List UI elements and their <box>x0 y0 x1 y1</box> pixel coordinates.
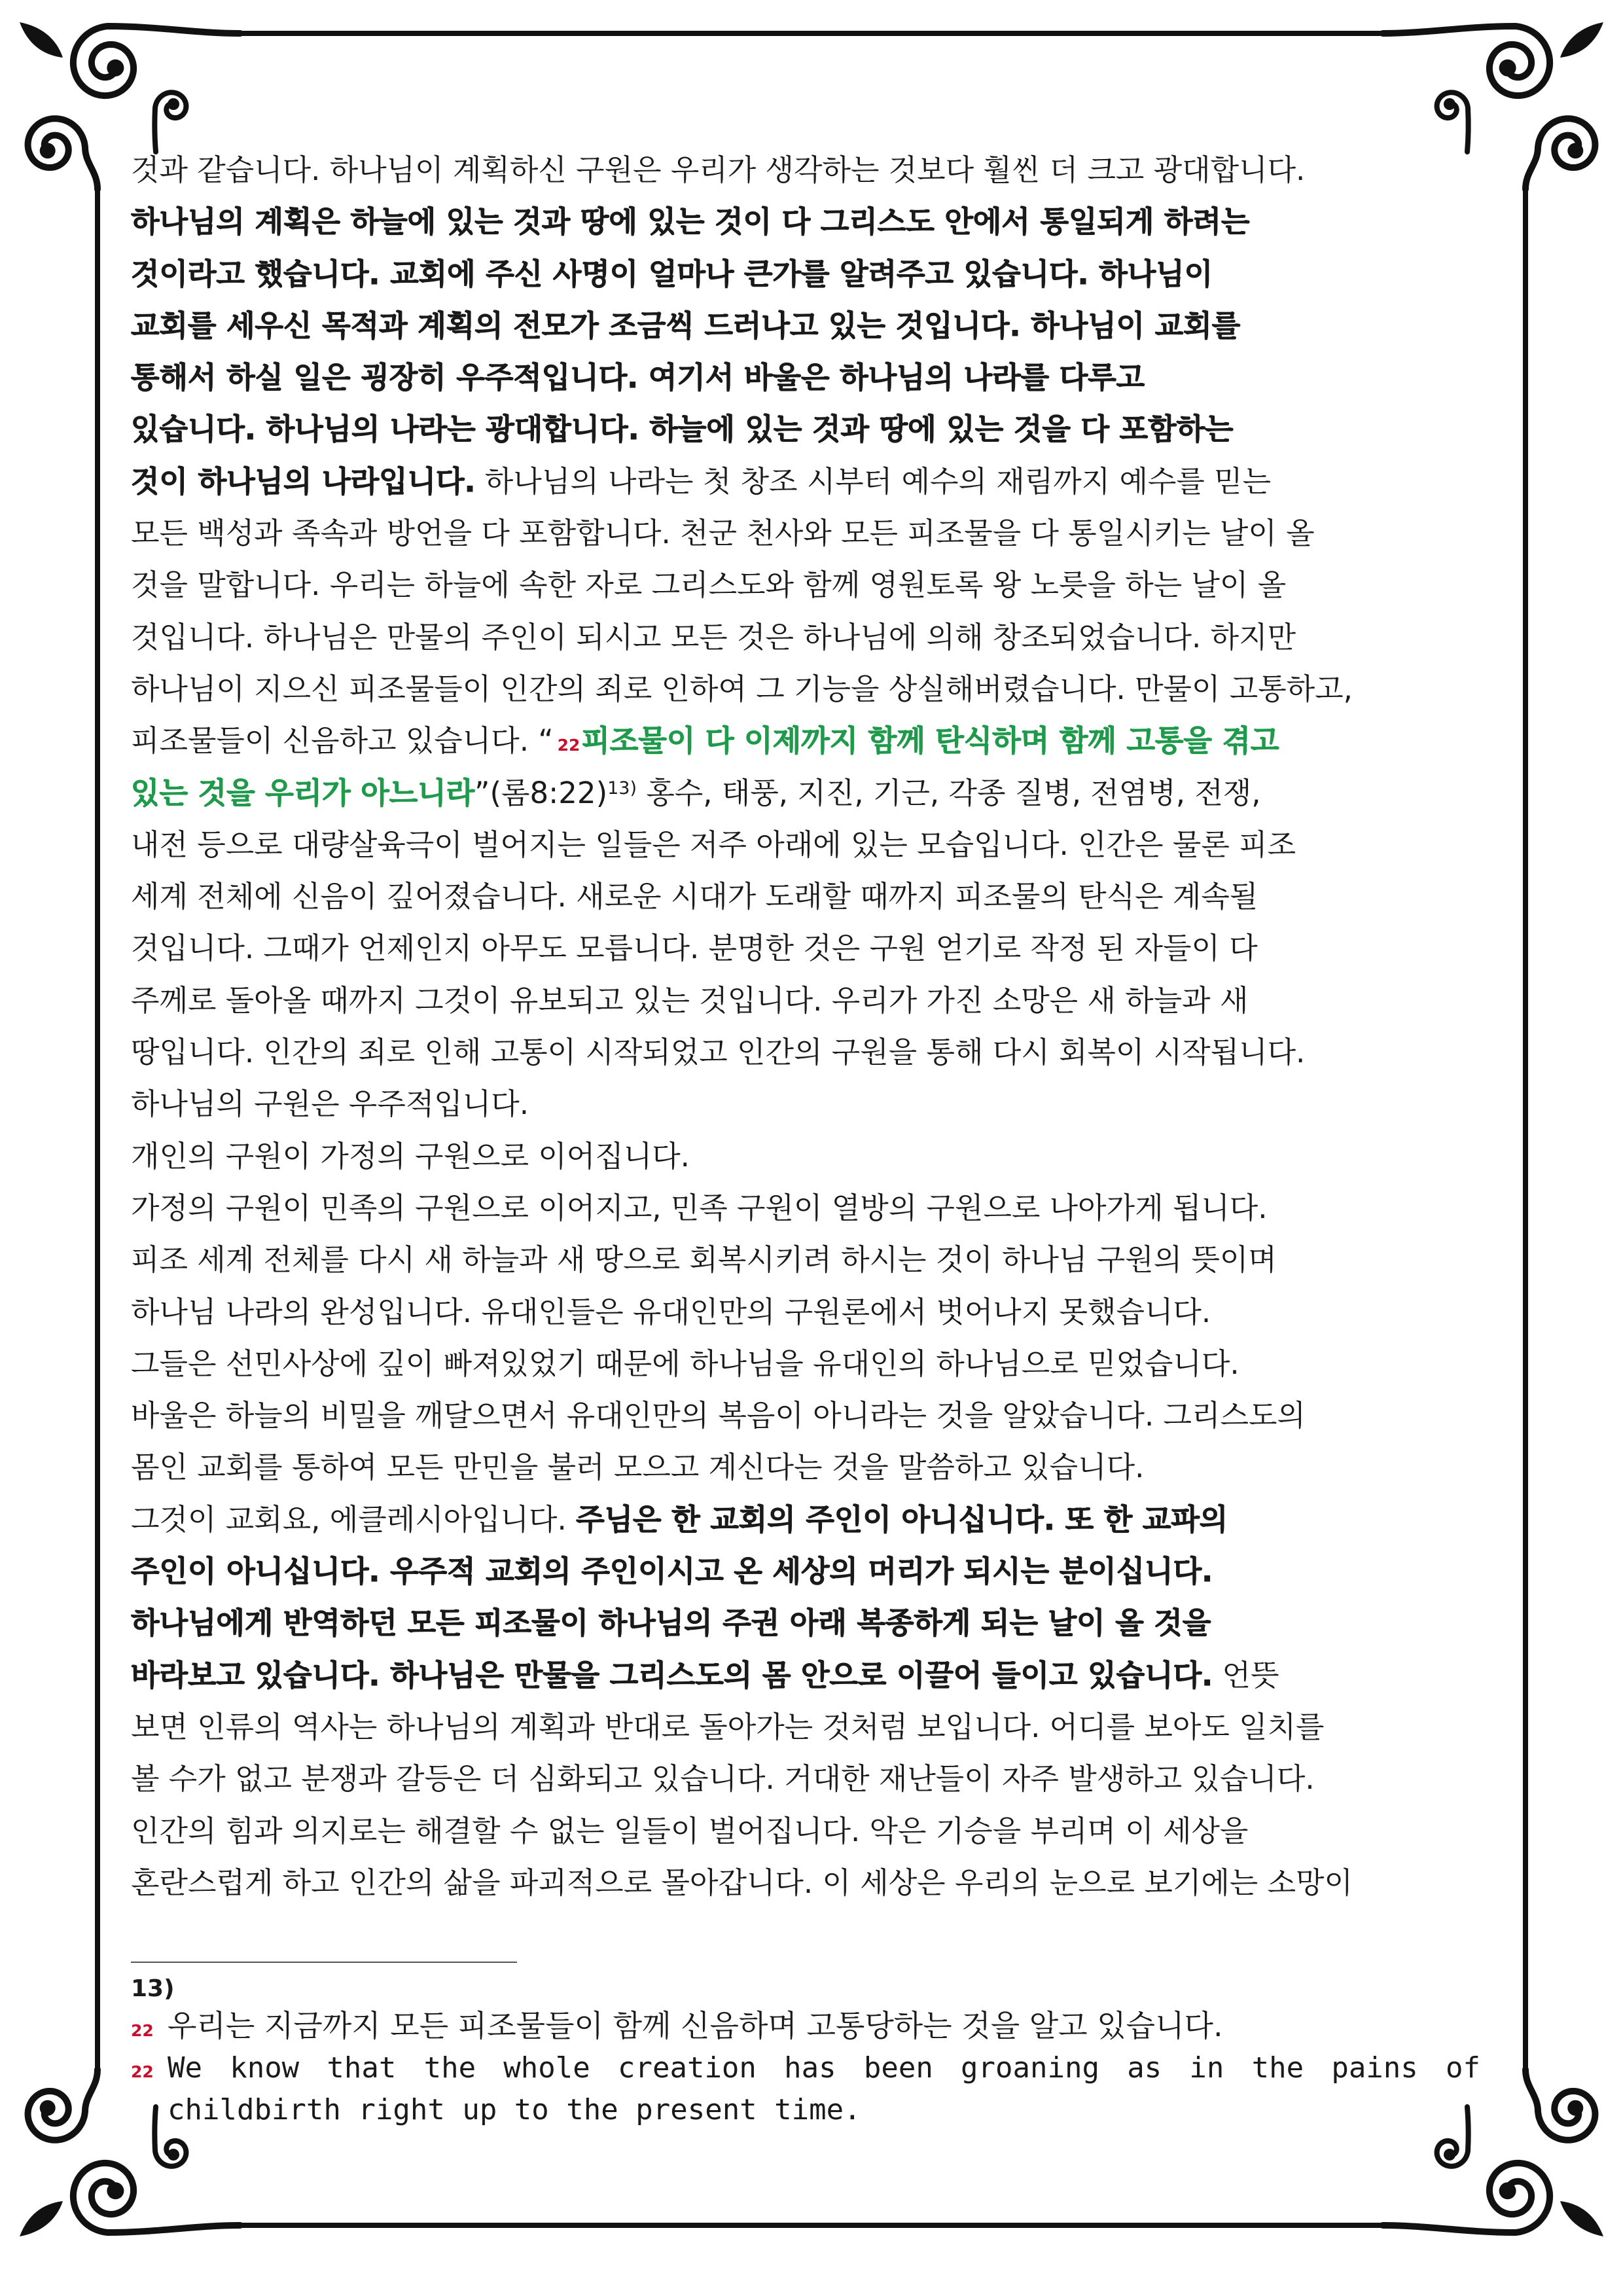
bold-emphasis-line: 하나님에게 반역하던 모든 피조물이 하나님의 주권 아래 복종하게 되는 날이 올 것을 <box>131 1605 1211 1641</box>
scripture-citation: ”(롬8:22) <box>474 775 608 810</box>
body-text-line <box>131 767 1479 819</box>
footnote-label: 13) <box>131 1975 175 2002</box>
body-text-line: 하나님 나라의 완성입니다. 유대인들은 유대인만의 구원론에서 벗어나지 못했습니다. <box>131 1294 1211 1329</box>
body-text-line: 것과 같습니다. 하나님이 계획하신 구원은 우리가 생각하는 것보다 훨씬 더 크고 광대합니다. <box>131 152 1306 187</box>
bold-emphasis-line: 있습니다. 하나님의 나라는 광대합니다. 하늘에 있는 것과 땅에 있는 것을 다 포함하는 <box>131 412 1234 447</box>
bold-emphasis-text: 주님은 한 교회의 주인이 아니십니다. 또 한 교파의 <box>576 1501 1228 1537</box>
body-text-segment: 하나님의 나라는 첫 창조 시부터 예수의 재림까지 예수를 믿는 <box>475 463 1272 499</box>
bold-emphasis-line: 통해서 하실 일은 굉장히 우주적입니다. 여기서 바울은 하나님의 나라를 다루고 <box>131 360 1145 395</box>
body-text-line: 것을 말합니다. 우리는 하늘에 속한 자로 그리스도와 함께 영원토록 왕 노릇을 하는 날이 올 <box>131 567 1287 603</box>
verse-number-marker: 22 <box>557 736 580 755</box>
body-text-line: 가정의 구원이 민족의 구원으로 이어지고, 민족 구원이 열방의 구원으로 나아가게 됩니다. <box>131 1190 1268 1225</box>
bold-emphasis-text: 것이 하나님의 나라입니다. <box>131 463 476 499</box>
footnote-separator <box>131 1962 517 1963</box>
bold-emphasis-line: 하나님의 계획은 하늘에 있는 것과 땅에 있는 것이 다 그리스도 안에서 통일되게 하려는 <box>131 204 1250 240</box>
flourish-corner-icon-bottom-right <box>1383 2070 1603 2236</box>
body-text-line: 것입니다. 하나님은 만물의 주인이 되시고 모든 것은 하나님에 의해 창조되었습니다. 하지만 <box>131 619 1296 655</box>
body-text <box>131 144 1479 1909</box>
body-text-line: 내전 등으로 대량살육극이 벌어지는 일들은 저주 아래에 있는 모습입니다. 인간은 물론 피조 <box>131 827 1296 862</box>
body-text-line: 땅입니다. 인간의 죄로 인해 고통이 시작되었고 인간의 구원을 통해 다시 회복이 시작됩니다. <box>131 1035 1306 1070</box>
body-text-line: 인간의 힘과 의지로는 해결할 수 없는 일들이 벌어집니다. 악은 기승을 부리며 이 세상을 <box>131 1813 1249 1848</box>
body-text-line: 세계 전체에 신음이 깊어졌습니다. 새로운 시대가 도래할 때까지 피조물의 탄식은 계속될 <box>131 879 1258 914</box>
body-text-line: 바울은 하늘의 비밀을 깨달으면서 유대인만의 복음이 아니라는 것을 알았습니다. 그리스도의 <box>131 1398 1306 1433</box>
bold-emphasis-line: 주인이 아니십니다. 우주적 교회의 주인이시고 온 세상의 머리가 되시는 분이십니다. <box>131 1554 1213 1589</box>
body-text-line: 보면 인류의 역사는 하나님의 계획과 반대로 돌아가는 것처럼 보입니다. 어디를 보아도 일치를 <box>131 1709 1325 1744</box>
footnote-english-verse <box>131 2047 1480 2093</box>
body-text-line <box>131 1649 1479 1701</box>
body-text-line: 혼란스럽게 하고 인간의 삶을 파괴적으로 몰아갑니다. 이 세상은 우리의 눈으로 보기에는 소망이 <box>131 1865 1353 1900</box>
body-text-line: 하나님의 구원은 우주적입니다. <box>131 1086 529 1122</box>
footnote-reference-marker: 13) <box>607 778 637 798</box>
body-text-line: 것입니다. 그때가 언제인지 아무도 모릅니다. 분명한 것은 구원 얻기로 작정 된 자들이 다 <box>131 931 1258 966</box>
body-text-line: 피조 세계 전체를 다시 새 하늘과 새 땅으로 회복시키려 하시는 것이 하나님 구원의 뜻이며 <box>131 1242 1277 1278</box>
bold-emphasis-line: 것이라고 했습니다. 교회에 주신 사명이 얼마나 큰가를 알려주고 있습니다. 하나님이 <box>131 256 1213 291</box>
body-text-line: 하나님이 지으신 피조물들이 인간의 죄로 인하여 그 기능을 상실해버렸습니다. 만물이 고통하고, <box>131 671 1353 706</box>
footnote-english-text-line: childbirth right up to the present time. <box>168 2093 861 2126</box>
bold-emphasis-text: 바라보고 있습니다. 하나님은 만물을 그리스도의 몸 안으로 이끌어 들이고 있습니다. <box>131 1657 1213 1693</box>
footnote-korean-text: 우리는 지금까지 모든 피조물들이 함께 신음하며 고통당하는 것을 알고 있습니다. <box>168 2008 1223 2043</box>
body-text-segment: 그것이 교회요, 에클레시아입니다. <box>131 1501 577 1537</box>
body-text-line: 볼 수가 없고 분쟁과 갈등은 더 심화되고 있습니다. 거대한 재난들이 자주 발생하고 있습니다. <box>131 1761 1315 1797</box>
body-text-line: 몸인 교회를 통하여 모든 만민을 불러 모으고 계신다는 것을 말씀하고 있습니다. <box>131 1450 1145 1485</box>
verse-number-marker: 22 <box>131 2021 154 2040</box>
footnote-english-text-line: We know that the whole creation has been groaning as in the pains of <box>168 2051 1480 2085</box>
verse-number-marker: 22 <box>131 2062 154 2081</box>
body-text-line: 모든 백성과 족속과 방언을 다 포함합니다. 천군 천사와 모든 피조물을 다 통일시키는 날이 올 <box>131 516 1315 551</box>
body-text-line <box>131 1494 1479 1545</box>
footnote-korean-verse <box>131 2004 1480 2053</box>
body-text-line: 그들은 선민사상에 깊이 빠져있었기 때문에 하나님을 유대인의 하나님으로 믿었습니다. <box>131 1346 1240 1381</box>
body-text-line: 개인의 구원이 가정의 구원으로 이어집니다. <box>131 1138 690 1174</box>
body-text-segment: 피조물들이 신음하고 있습니다. “ <box>131 723 554 759</box>
body-text-line <box>131 456 1479 507</box>
scripture-quote-text: 있는 것을 우리가 아느니라 <box>131 775 475 810</box>
scripture-quote-text: 피조물이 다 이제까지 함께 탄식하며 함께 고통을 겪고 <box>581 723 1279 759</box>
body-text-line <box>131 715 1479 766</box>
bold-emphasis-line: 교회를 세우신 목적과 계획의 전모가 조금씩 드러나고 있는 것입니다. 하나님이 교회를 <box>131 308 1241 343</box>
body-text-line: 주께로 돌아올 때까지 그것이 유보되고 있는 것입니다. 우리가 가진 소망은 새 하늘과 새 <box>131 982 1249 1018</box>
body-text-segment: 언뜻 <box>1213 1657 1279 1693</box>
body-text-segment: 홍수, 태풍, 지진, 기근, 각종 질병, 전염병, 전쟁, <box>637 775 1261 810</box>
